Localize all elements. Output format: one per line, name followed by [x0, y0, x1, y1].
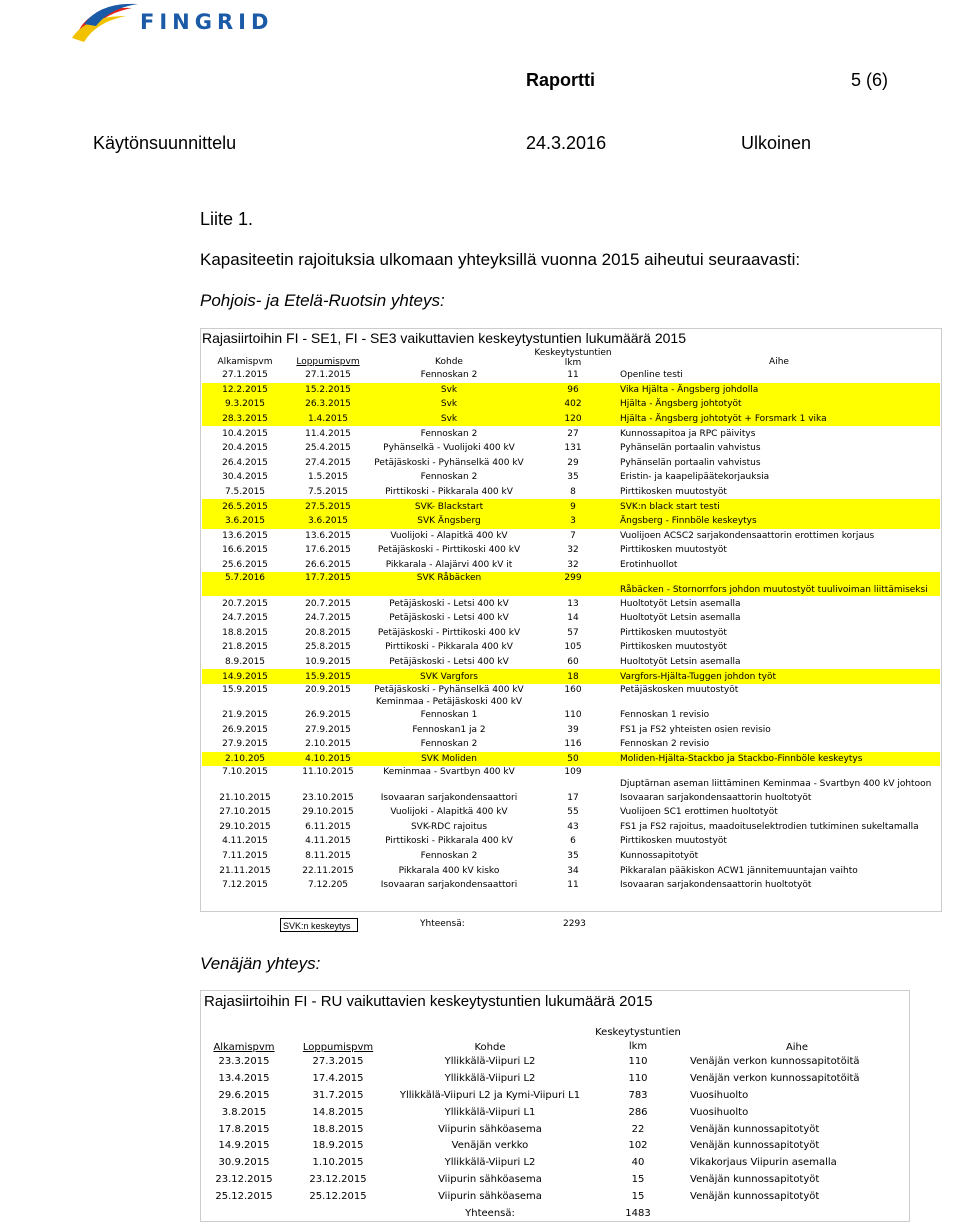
cell-end: 15.9.2015 — [288, 669, 368, 684]
table-row — [202, 1155, 908, 1172]
cell-subject: Venäjän kunnossapitotyöt — [690, 1173, 820, 1185]
cell-subject: Kunnossapitotyöt — [620, 850, 699, 861]
cell-subject: FS1 ja FS2 rajoitus, maadoituselektrodien tutkiminen sukeltamalla — [620, 821, 919, 832]
cell-end: 17.6.2015 — [305, 545, 351, 556]
cell-end: 27.9.2015 — [305, 724, 351, 735]
doc-type: Raportti — [526, 70, 595, 90]
cell-target: SVK Ängsberg — [368, 514, 530, 529]
table-row — [202, 819, 940, 834]
cell-start: 26.9.2015 — [222, 724, 268, 735]
cell-start: 24.7.2015 — [222, 613, 268, 624]
table-row — [202, 722, 940, 737]
total-label: Yhteensä: — [420, 919, 465, 929]
cell-start: 26.4.2015 — [222, 457, 268, 468]
cell-target: Petäjäskoski - Letsi 400 kV — [389, 598, 509, 609]
table-row — [202, 611, 940, 626]
cell-end: 10.9.2015 — [305, 656, 351, 667]
cell-hours: 109 — [564, 767, 582, 778]
cell-end: 23.10.2015 — [302, 792, 354, 803]
cell-end: 27.4.2015 — [305, 457, 351, 468]
cell-subject: Isovaaran sarjakondensaattorin huoltotyöt — [620, 880, 812, 891]
cell-target: Svk — [368, 397, 530, 412]
table-row — [202, 1188, 908, 1205]
appendix-title: Liite 1. — [200, 209, 254, 229]
cell-target: Isovaaran sarjakondensaattori — [380, 880, 518, 891]
cell-subject: Ängsberg - Finnböle keskeytys — [616, 514, 940, 529]
cell-end: 25.8.2015 — [305, 642, 351, 653]
table-row — [202, 1104, 908, 1121]
cell-hours: 120 — [530, 412, 616, 427]
cell-end: 1.4.2015 — [288, 412, 368, 427]
cell-subject: FS1 ja FS2 yhteisten osien revisio — [620, 724, 771, 735]
cell-start: 21.8.2015 — [222, 642, 268, 653]
empty-cell — [686, 1205, 908, 1222]
cell-subject: Venäjän verkon kunnossapitotöitä — [690, 1056, 860, 1068]
col-header: Aihe — [769, 357, 789, 367]
empty-cell — [286, 1205, 390, 1222]
cell-end: 26.9.2015 — [305, 710, 351, 721]
cell-start: 20.4.2015 — [222, 443, 268, 454]
cell-subject: Pirttikosken muutostyöt — [620, 642, 727, 653]
cell-subject: Venäjän kunnossapitotyöt — [690, 1190, 820, 1202]
cell-end: 25.12.2015 — [309, 1190, 367, 1202]
cell-start: 14.9.2015 — [202, 669, 288, 684]
col-header: Kohde — [474, 1042, 506, 1053]
cell-hours: 110 — [628, 1073, 648, 1085]
table-row — [202, 1172, 908, 1189]
doc-date: 24.3.2016 — [526, 133, 607, 153]
cell-hours: 7 — [570, 530, 576, 541]
cell-start: 27.1.2015 — [222, 370, 268, 381]
cell-hours: 22 — [631, 1123, 645, 1135]
cell-end: 18.9.2015 — [312, 1140, 364, 1152]
cell-end: 26.6.2015 — [305, 560, 351, 571]
cell-start: 29.6.2015 — [218, 1089, 270, 1101]
cell-target: SVK Vargfors — [368, 669, 530, 684]
cell-hours: 96 — [530, 383, 616, 398]
cell-end: 17.4.2015 — [312, 1073, 364, 1085]
cell-end: 7.12.205 — [307, 880, 349, 891]
cell-end: 24.7.2015 — [305, 613, 351, 624]
cell-subject: Vuosihuolto — [690, 1089, 749, 1101]
cell-start: 13.4.2015 — [218, 1073, 270, 1085]
cell-target: Petäjäskoski - Pyhänselkä 400 kV — [374, 457, 524, 468]
cell-end: 27.1.2015 — [305, 370, 351, 381]
table-row — [202, 766, 940, 790]
table-row — [202, 441, 940, 456]
col-header: Keskeytystuntien lkm — [595, 1027, 681, 1052]
cell-start: 3.6.2015 — [202, 514, 288, 529]
cell-target: Petäjäskoski - Letsi 400 kV — [389, 613, 509, 624]
table-row — [202, 470, 940, 485]
cell-end: 11.4.2015 — [305, 428, 351, 439]
cell-hours: 18 — [530, 669, 616, 684]
cell-subject: Pirttikosken muutostyöt — [620, 627, 727, 638]
cell-hours: 39 — [567, 724, 579, 735]
cell-target: SVK Moliden — [368, 752, 530, 767]
cell-target: Viipurin sähköasema — [438, 1173, 542, 1185]
cell-hours: 11 — [567, 370, 579, 381]
cell-end: 4.11.2015 — [305, 836, 351, 847]
table1 — [202, 346, 940, 892]
cell-target: Pyhänselkä - Vuolijoki 400 kV — [383, 443, 515, 454]
cell-target: Fennoskan 2 — [420, 428, 478, 439]
cell-end: 4.10.2015 — [288, 752, 368, 767]
table-row — [202, 558, 940, 573]
cell-hours: 116 — [564, 739, 582, 750]
cell-subject: Vikakorjaus Viipurin asemalla — [690, 1157, 837, 1169]
table-row — [202, 640, 940, 655]
cell-hours: 8 — [570, 487, 576, 498]
cell-subject: Pyhänselän portaalin vahvistus — [620, 457, 761, 468]
cell-hours: 286 — [628, 1106, 648, 1118]
cell-start: 7.10.2015 — [222, 767, 268, 778]
table-row — [202, 1071, 908, 1088]
table-row — [202, 1121, 908, 1138]
cell-target: Fennoskan 2 — [420, 850, 478, 861]
cell-end: 8.11.2015 — [305, 850, 351, 861]
table-row — [202, 572, 940, 596]
cell-target: Pirttikoski - Pikkarala 400 kV — [385, 487, 513, 498]
cell-end: 1.10.2015 — [312, 1157, 364, 1169]
table-row — [202, 456, 940, 471]
cell-subject: Pirttikosken muutostyöt — [620, 836, 727, 847]
cell-subject: Moliden-Hjälta-Stackbo ja Stackbo-Finnböle keskeytys — [616, 752, 940, 767]
cell-start: 9.3.2015 — [202, 397, 288, 412]
cell-hours: 35 — [567, 850, 579, 861]
cell-end: 31.7.2015 — [312, 1089, 364, 1101]
cell-target: Pirttikoski - Pikkarala 400 kV — [385, 642, 513, 653]
cell-start: 23.3.2015 — [218, 1056, 270, 1068]
cell-start: 7.5.2015 — [224, 487, 266, 498]
cell-end: 20.8.2015 — [305, 627, 351, 638]
cell-subject: Isovaaran sarjakondensaattorin huoltotyöt — [620, 792, 812, 803]
cell-end: 1.5.2015 — [307, 472, 349, 483]
table-row — [202, 878, 940, 893]
table1-header — [202, 346, 940, 368]
cell-start: 21.10.2015 — [219, 792, 271, 803]
cell-hours: 15 — [631, 1190, 645, 1202]
cell-target: SVK-RDC rajoitus — [410, 821, 488, 832]
cell-end: 27.3.2015 — [312, 1056, 364, 1068]
cell-start: 7.12.2015 — [222, 880, 268, 891]
cell-subject: Råbäcken - Stornorrfors johdon muutostyöt tuulivoiman liittämiseksi — [616, 572, 940, 596]
cell-target: Viipurin sähköasema — [438, 1190, 542, 1202]
cell-subject: Fennoskan 1 revisio — [620, 710, 710, 721]
cell-end: 27.5.2015 — [288, 499, 368, 514]
cell-start: 21.9.2015 — [222, 710, 268, 721]
cell-end: 13.6.2015 — [305, 530, 351, 541]
table-row — [202, 669, 940, 684]
cell-subject: Openline testi — [620, 370, 683, 381]
cell-start: 16.6.2015 — [222, 545, 268, 556]
col-header: Alkamispvm — [217, 357, 273, 367]
col-header: Alkamispvm — [213, 1042, 275, 1053]
table-row — [202, 596, 940, 611]
table-row — [202, 805, 940, 820]
cell-target: Pirttikoski - Pikkarala 400 kV — [385, 836, 513, 847]
empty-cell — [202, 1205, 286, 1222]
cell-target: Yllikkälä-Viipuri L2 — [444, 1073, 536, 1085]
table2-total-row — [202, 1205, 908, 1222]
table-row — [202, 684, 940, 708]
table-row — [202, 1138, 908, 1155]
table-row — [202, 514, 940, 529]
fingrid-swoosh-icon — [70, 2, 140, 44]
cell-end: 20.9.2015 — [305, 684, 351, 695]
total-label: Yhteensä: — [465, 1207, 515, 1219]
cell-hours: 29 — [567, 457, 579, 468]
col-header: Loppumispvm — [302, 1042, 374, 1053]
cell-end: 26.3.2015 — [288, 397, 368, 412]
classification: Ulkoinen — [741, 133, 812, 153]
cell-target: Petäjäskoski - Pyhänselkä 400 kV Keminmaa - Petäjäskoski 400 kV — [374, 684, 524, 707]
cell-end: 18.8.2015 — [312, 1123, 364, 1135]
cell-target: Yllikkälä-Viipuri L2 — [444, 1157, 536, 1169]
table-row — [202, 499, 940, 514]
cell-subject: Pyhänselän portaalin vahvistus — [620, 443, 761, 454]
cell-subject: SVK:n black start testi — [616, 499, 940, 514]
cell-hours: 57 — [567, 627, 579, 638]
total-value: 1483 — [625, 1207, 651, 1219]
cell-end: 29.10.2015 — [302, 807, 354, 818]
cell-start: 13.6.2015 — [222, 530, 268, 541]
cell-subject: Kunnossapitoa ja RPC päivitys — [620, 428, 756, 439]
cell-start: 20.7.2015 — [222, 598, 268, 609]
cell-target: Venäjän verkko — [451, 1140, 529, 1152]
cell-target: SVK Råbäcken — [368, 572, 530, 596]
cell-start: 5.7.2016 — [202, 572, 288, 596]
cell-hours: 102 — [628, 1140, 648, 1152]
cell-hours: 6 — [570, 836, 576, 847]
cell-hours: 32 — [567, 545, 579, 556]
cell-end: 6.11.2015 — [305, 821, 351, 832]
cell-start: 8.9.2015 — [224, 656, 266, 667]
cell-target: Vuolijoki - Alapitkä 400 kV — [390, 807, 508, 818]
cell-hours: 783 — [628, 1089, 648, 1101]
cell-target: Petäjäskoski - Letsi 400 kV — [389, 656, 509, 667]
cell-hours: 3 — [530, 514, 616, 529]
cell-subject: Vargfors-Hjälta-Tuggen johdon työt — [616, 669, 940, 684]
cell-hours: 15 — [631, 1173, 645, 1185]
cell-start: 14.9.2015 — [218, 1140, 270, 1152]
cell-end: 14.8.2015 — [312, 1106, 364, 1118]
cell-hours: 299 — [530, 572, 616, 596]
cell-start: 25.6.2015 — [222, 560, 268, 571]
cell-start: 10.4.2015 — [222, 428, 268, 439]
cell-subject: Hjälta - Ängsberg johtotyöt + Forsmark 1 vika — [616, 412, 940, 427]
cell-hours: 110 — [564, 710, 582, 721]
cell-start: 15.9.2015 — [222, 684, 268, 695]
cell-hours: 55 — [567, 807, 579, 818]
cell-start: 28.3.2015 — [202, 412, 288, 427]
cell-start: 17.8.2015 — [218, 1123, 270, 1135]
table-row — [202, 626, 940, 641]
cell-hours: 35 — [567, 472, 579, 483]
cell-hours: 131 — [564, 443, 582, 454]
table-row — [202, 543, 940, 558]
intro-text: Kapasiteetin rajoituksia ulkomaan yhteyksillä vuonna 2015 aiheutui seuraavasti: — [200, 250, 801, 269]
cell-subject: Venäjän kunnossapitotyöt — [690, 1123, 820, 1135]
table2 — [202, 1024, 908, 1222]
cell-start: 12.2.2015 — [202, 383, 288, 398]
table-row — [202, 834, 940, 849]
cell-start: 7.11.2015 — [222, 850, 268, 861]
cell-start: 25.12.2015 — [215, 1190, 273, 1202]
cell-end: 2.10.2015 — [305, 739, 351, 750]
table-row — [202, 1088, 908, 1105]
cell-target: Pikkarala - Alajärvi 400 kV it — [385, 560, 513, 571]
cell-subject: Pirttikosken muutostyöt — [620, 545, 727, 556]
cell-target: Svk — [368, 412, 530, 427]
cell-target: Petäjäskoski - Pirttikoski 400 kV — [377, 545, 521, 556]
col-header: Aihe — [785, 1042, 809, 1053]
cell-start: 2.10.205 — [202, 752, 288, 767]
cell-hours: 402 — [530, 397, 616, 412]
cell-start: 21.11.2015 — [219, 865, 271, 876]
cell-subject: Huoltotyöt Letsin asemalla — [620, 598, 741, 609]
page-number: 5 (6) — [851, 70, 889, 90]
table-row — [202, 849, 940, 864]
cell-start: 4.11.2015 — [222, 836, 268, 847]
cell-subject: Vuolijoen ACSC2 sarjakondensaattorin erottimen korjaus — [620, 530, 875, 541]
cell-subject: Venäjän verkon kunnossapitotöitä — [690, 1073, 860, 1085]
table-row — [202, 655, 940, 670]
fingrid-logo — [70, 2, 300, 44]
cell-hours: 9 — [530, 499, 616, 514]
cell-start: 27.10.2015 — [219, 807, 271, 818]
cell-subject: Huoltotyöt Letsin asemalla — [620, 656, 741, 667]
cell-subject: Vuolijoen SC1 erottimen huoltotyöt — [620, 807, 778, 818]
cell-target: SVK- Blackstart — [368, 499, 530, 514]
cell-start: 18.8.2015 — [222, 627, 268, 638]
cell-hours: 32 — [567, 560, 579, 571]
table-row — [202, 383, 940, 398]
cell-start: 23.12.2015 — [215, 1173, 273, 1185]
cell-start: 30.4.2015 — [222, 472, 268, 483]
cell-end: 23.12.2015 — [309, 1173, 367, 1185]
total-value: 2293 — [563, 919, 586, 929]
cell-subject: Huoltotyöt Letsin asemalla — [620, 613, 741, 624]
cell-hours: 50 — [530, 752, 616, 767]
cell-target: Svk — [368, 383, 530, 398]
cell-start: 26.5.2015 — [202, 499, 288, 514]
cell-start: 30.9.2015 — [218, 1157, 270, 1169]
table1-title: Rajasiirtoihin FI - SE1, FI - SE3 vaikuttavien keskeytystuntien lukumäärä 2015 — [202, 330, 686, 346]
table-row — [202, 863, 940, 878]
cell-target: Yllikkälä-Viipuri L1 — [444, 1106, 536, 1118]
table2-title: Rajasiirtoihin FI - RU vaikuttavien keskeytystuntien lukumäärä 2015 — [204, 993, 653, 1010]
table-row — [202, 397, 940, 412]
cell-target: Vuolijoki - Alapitkä 400 kV — [390, 530, 508, 541]
col-header: Keskeytystuntien lkm — [534, 348, 612, 368]
cell-start: 27.9.2015 — [222, 739, 268, 750]
cell-target: Fennoskan 2 — [420, 739, 478, 750]
col-header: Loppumispvm — [296, 357, 360, 367]
cell-target: Fennoskan 1 — [420, 710, 478, 721]
cell-subject: Pikkaralan pääkiskon ACW1 jännitemuuntajan vaihto — [620, 865, 858, 876]
cell-subject: Pirttikosken muutostyöt — [620, 487, 727, 498]
cell-subject: Vuosihuolto — [690, 1106, 749, 1118]
legend-svk: SVK:n keskeytys — [280, 918, 358, 932]
cell-subject: Vika Hjälta - Ängsberg johdolla — [616, 383, 940, 398]
cell-target: Fennoskan 2 — [420, 370, 478, 381]
cell-target: Pikkarala 400 kV kisko — [398, 865, 500, 876]
cell-subject: Fennoskan 2 revisio — [620, 739, 710, 750]
table-row — [202, 790, 940, 805]
cell-hours: 27 — [567, 428, 579, 439]
cell-hours: 13 — [567, 598, 579, 609]
cell-target: Isovaaran sarjakondensaattori — [380, 792, 518, 803]
cell-end: 7.5.2015 — [307, 487, 349, 498]
cell-subject: Erotinhuollot — [620, 560, 678, 571]
cell-end: 3.6.2015 — [288, 514, 368, 529]
cell-target: Petäjäskoski - Pirttikoski 400 kV — [377, 627, 521, 638]
cell-target: Fennoskan 2 — [420, 472, 478, 483]
cell-target: Yllikkälä-Viipuri L2 — [444, 1056, 536, 1068]
cell-target: Keminmaa - Svartbyn 400 kV — [383, 767, 515, 778]
cell-subject: Hjälta - Ängsberg johtotyöt — [616, 397, 940, 412]
cell-hours: 17 — [567, 792, 579, 803]
cell-hours: 110 — [628, 1056, 648, 1068]
cell-hours: 34 — [567, 865, 579, 876]
logo-text: FINGRID — [140, 10, 274, 34]
table-row — [202, 412, 940, 427]
department: Käytönsuunnittelu — [93, 133, 237, 153]
cell-end: 11.10.2015 — [302, 767, 354, 778]
cell-target: Fennoskan1 ja 2 — [412, 724, 486, 735]
cell-end: 20.7.2015 — [305, 598, 351, 609]
cell-hours: 60 — [567, 656, 579, 667]
cell-target: Viipurin sähköasema — [438, 1123, 542, 1135]
col-header: Kohde — [435, 357, 463, 367]
section1-heading: Pohjois- ja Etelä-Ruotsin yhteys: — [200, 291, 445, 310]
table-row — [202, 708, 940, 723]
table-row — [202, 529, 940, 544]
cell-start: 3.8.2015 — [221, 1106, 267, 1118]
cell-end: 17.7.2015 — [288, 572, 368, 596]
cell-subject: Petäjäskosken muutostyöt — [620, 684, 739, 695]
table2-header — [202, 1024, 908, 1054]
cell-subject: Venäjän kunnossapitotyöt — [690, 1140, 820, 1152]
table-row — [202, 737, 940, 752]
cell-subject: Djuptärnan aseman liittäminen Keminmaa - Svartbyn 400 kV johtoon — [620, 779, 932, 790]
cell-hours: 14 — [567, 613, 579, 624]
cell-start: 29.10.2015 — [219, 821, 271, 832]
cell-end: 22.11.2015 — [302, 865, 354, 876]
cell-hours: 43 — [567, 821, 579, 832]
table-row — [202, 485, 940, 500]
table-row — [202, 426, 940, 441]
cell-hours: 11 — [567, 880, 579, 891]
table-row — [202, 752, 940, 767]
cell-hours: 105 — [564, 642, 582, 653]
cell-hours: 40 — [631, 1157, 645, 1169]
section2-heading: Venäjän yhteys: — [200, 954, 321, 973]
table-row — [202, 1054, 908, 1071]
cell-end: 15.2.2015 — [288, 383, 368, 398]
table-row — [202, 368, 940, 383]
cell-target: Yllikkälä-Viipuri L2 ja Kymi-Viipuri L1 — [399, 1089, 581, 1101]
cell-hours: 160 — [564, 684, 582, 695]
cell-subject: Eristin- ja kaapelipäätekorjauksia — [620, 472, 770, 483]
cell-end: 25.4.2015 — [305, 443, 351, 454]
